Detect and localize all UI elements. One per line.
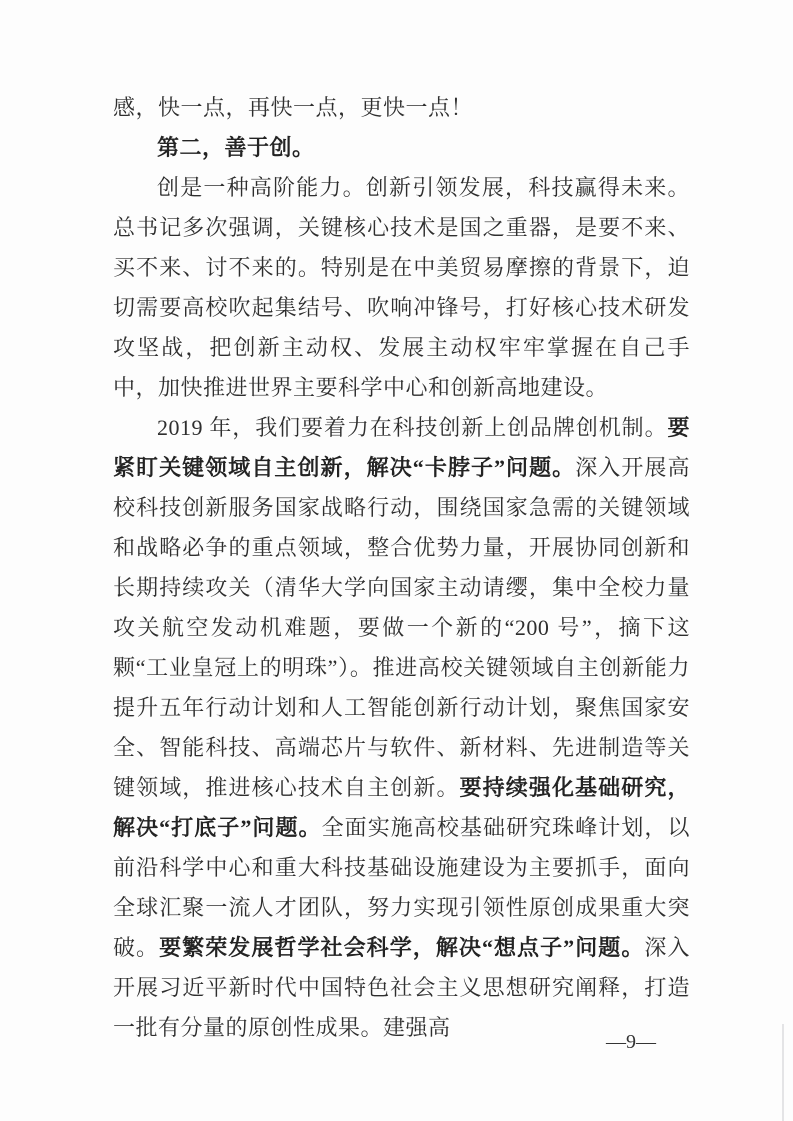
- text-block: [113, 88, 690, 1048]
- text-run: 创是一种高阶能力。创新引领发展，科技赢得未来。总书记多次强调，关键核心技术是国之重器，是要不来、买不来、讨不来的。特别是在中美贸易摩擦的背景下，迫切需要高校吹起集结号、吹响冲锋号，打好核心技术研发攻坚战，把创新主动权、发展主动权牢牢掌握在自己手中，加快推进世界主要科学中心和创新高地建设。: [113, 175, 690, 400]
- text-run: 感，快一点，再快一点，更快一点！: [113, 95, 474, 120]
- bold-text-run: 要持续强化基础研究，解决“打底子”问题。: [113, 775, 690, 840]
- paragraph: [113, 128, 690, 168]
- text-run: 全面实施高校基础研究珠峰计划，以前沿科学中心和重大科技基础设施建设为主要抓手，面向全球汇聚一流人才团队，努力实现引领性原创成果重大突破。: [113, 815, 690, 960]
- page-number: —9—: [606, 1031, 656, 1053]
- text-run: 深入开展高校科技创新服务国家战略行动，围绕国家急需的关键领域和战略必争的重点领域，整合优势力量，开展协同创新和长期持续攻关（清华大学向国家主动请缨，集中全校力量攻关航空发动机难题，要做一个新的“200 号”，摘下这颗“工业皇冠上的明珠”）。推进高校关键领域自主创新能力提升五年行动计划和人工智能创新行动计划，聚焦国家安全、智能科技、高端芯片与软件、新材料、先进制造等关键领域，推进核心技术自主创新。: [113, 455, 690, 800]
- bold-text-run: 要繁荣发展哲学社会科学，解决“想点子”问题。: [159, 935, 645, 960]
- bold-text-run: 要紧盯关键领域自主创新，解决“卡脖子”问题。: [113, 415, 690, 480]
- paragraph: [113, 168, 690, 408]
- bold-text-run: 第二，善于创。: [157, 135, 315, 160]
- paragraph: [113, 88, 690, 128]
- scan-edge-artifact: [782, 1024, 784, 1121]
- text-run: 深入开展习近平新时代中国特色社会主义思想研究阐释，打造一批有分量的原创性成果。建强高: [113, 935, 690, 1040]
- text-run: 2019 年，我们要着力在科技创新上创品牌创机制。: [157, 415, 668, 440]
- paragraph: [113, 408, 690, 1048]
